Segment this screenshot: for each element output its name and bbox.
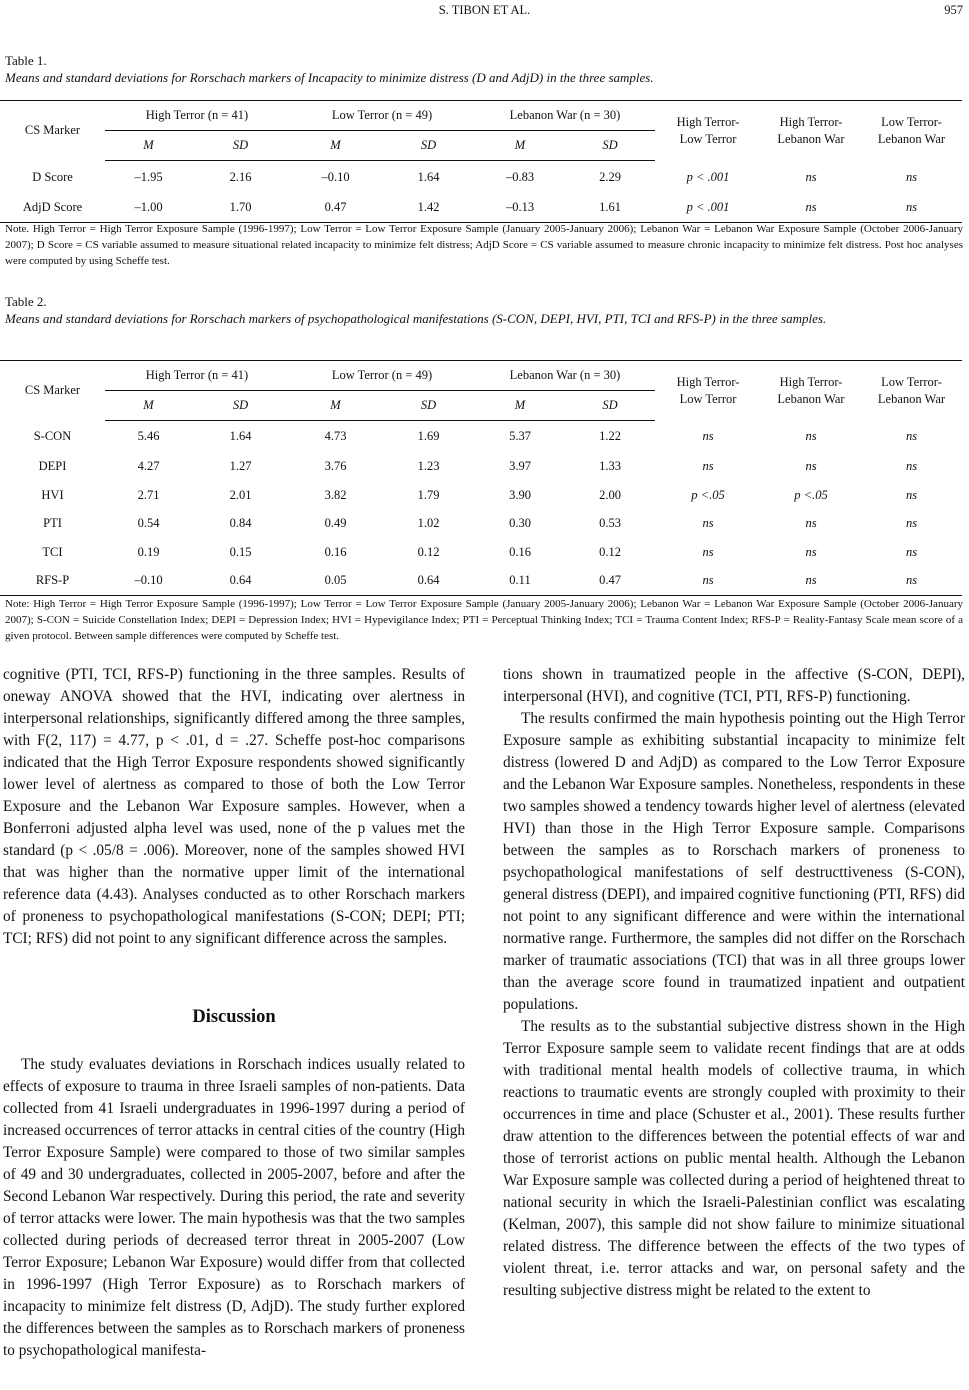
table-cell: 2.71 [137, 487, 160, 502]
table-cell: 0.53 [599, 516, 621, 531]
table-cell-significance: ns [905, 169, 918, 184]
table2-sd-header: SD [565, 391, 655, 421]
table-row-label: RFS-P [0, 567, 105, 596]
body-paragraph: The study evaluates deviations in Rorschach indices usually related to effects of exposure to trauma in three Israeli samples of non-patients. Data collected from 41 Israeli undergraduates in 1996-1997 during a period of increased occurrences of terror attacks in central cities of the country (High Terror Exposure Sample) were compared to those of two similar samples of 49 and 30 undergraduates, collected in 2005-2007, before and after the Second Lebanon War respectively. During this period, the rate and severity of terror attacks were lower. The main hypothesis was that the two samples collected during periods of decreased terror threat in 2005-2007 (Low Terror Exposure; Lebanon War Exposure) would differ from that collected in 1996-1997 (High Terror Exposure) as to Rorschach markers of incapacity to minimize felt distress (D, AdjD). The study further explored the differences between the samples as to Rorschach markers of proneness to psychopathological manifesta- [3, 1056, 465, 1359]
table-cell: 3.90 [509, 487, 531, 502]
table1-comparison-header: High Terror- Low Terror [655, 101, 761, 161]
table-cell: 3.97 [509, 459, 531, 474]
table-row [0, 538, 962, 567]
table-cell-significance: ns [905, 459, 918, 474]
table-cell: 1.79 [417, 487, 440, 502]
table-cell-significance: p <.05 [794, 487, 828, 502]
table1-group-header: Low Terror (n = 49) [289, 101, 475, 131]
table-row [0, 194, 962, 223]
table2-m-header: M [105, 391, 192, 421]
table-row-label: S-CON [33, 429, 72, 443]
table1 [0, 100, 962, 223]
table2-group-header: Lebanon War (n = 30) [475, 361, 655, 391]
table-cell-significance: p <.05 [691, 487, 725, 502]
table2 [0, 360, 962, 596]
table-cell: 1.27 [229, 459, 252, 474]
table2-sd-header: SD [192, 391, 289, 421]
body-left-column-2 [3, 1054, 465, 1362]
table-row [0, 481, 962, 510]
table1-comparison-header: High Terror- Lebanon War [761, 101, 861, 161]
table-row-label: TCI [42, 544, 63, 559]
table-cell-significance: ns [702, 429, 714, 443]
table2-comparison-header: High Terror- Lebanon War [761, 361, 861, 421]
table-cell-significance: ns [861, 567, 962, 596]
table-cell: 0.64 [382, 567, 475, 596]
table-cell-significance: p < .001 [655, 194, 761, 223]
table1-m-header: M [289, 131, 382, 161]
table-cell-significance: ns [805, 516, 817, 531]
table-cell: 1.64 [229, 429, 252, 444]
table2-label: Table 2. [5, 294, 47, 309]
table1-title: Means and standard deviations for Rorschach markers of Incapacity to minimize distress (D and AdjD) in the three samples. [5, 70, 654, 85]
body-paragraph: The results as to the substantial subjective distress shown in the High Terror Exposure sample seem to validate recent findings that are at odds with traditional mental health models of collective trauma, in which reactions to traumatic events are strongly coupled with proximity to their occurrences in time and place (Schuster et al., 2001). These results further draw attention to the differences between the potential effects of war and those of terrorist actions on public mental health. Although the Lebanon War Exposure sample was collected during a period of heightened threat to national security in which the Israeli-Palestinian conflict was escalating (Kelman, 2007), this sample did not show failure to minimize situational related distress. The difference between the effects of the two types of violent threat, i.e. terror attacks and war, on personal safety and the resulting subjective distress might be related to the extent to [503, 1018, 965, 1299]
table1-comparison-header: Low Terror- Lebanon War [861, 101, 962, 161]
table-cell-significance: ns [905, 516, 918, 531]
table2-m-header: M [475, 391, 565, 421]
table-cell: 0.05 [289, 567, 382, 596]
table-cell-significance: ns [702, 516, 714, 531]
table-row-label: PTI [43, 516, 62, 531]
table-cell-significance: ns [905, 487, 918, 502]
table1-group-header: High Terror (n = 41) [105, 101, 289, 131]
table-cell: 1.22 [599, 429, 621, 444]
table2-group-header: High Terror (n = 41) [105, 361, 289, 391]
table-cell-significance: ns [905, 544, 918, 559]
table1-sd-header: SD [382, 131, 475, 161]
table1-m-header: M [475, 131, 565, 161]
body-paragraph: The results confirmed the main hypothesis pointing out the High Terror Exposure sample as exhibiting substantial incapacity to minimize felt distress (lowered D and AdjD) as compared to the Low Terror Exposure and the Lebanon War Exposure samples. Nonetheless, respondents in these two samples showed a tendency towards higher level of alertness (elevated HVI) than those in the High Terror Exposure sample. Comparisons between the samples as to Rorschach markers of proneness to psychopathological manifestations of self destructtiveness (S-CON), general distress (DEPI), and impaired cognitive functioning (PTI, RFS) did not point to any significant difference and were within the international normative range. Furthermore, the samples did not differ on the Rorschach marker of traumatic associations (TCI) that was in all three groups lower than the average score found in traumatized inpatient and outpatient populations. [503, 710, 965, 1013]
table-cell: 0.54 [137, 516, 160, 531]
table-cell: 5.46 [137, 429, 160, 444]
table2-comparison-header: High Terror- Low Terror [655, 361, 761, 421]
table-row [0, 453, 962, 482]
running-head [0, 0, 969, 20]
table2-sd-header: SD [382, 391, 475, 421]
table-cell: –0.10 [105, 567, 192, 596]
table-cell: 1.33 [599, 459, 621, 474]
table1-sd-header: SD [192, 131, 289, 161]
table-cell: 1.23 [417, 459, 440, 474]
running-head-author: S. TIBON ET AL. [438, 3, 531, 17]
table-cell: 1.02 [417, 516, 440, 531]
table-cell: 0.47 [289, 194, 382, 223]
table1-note: Note. High Terror = High Terror Exposure Sample (1996-1997); Low Terror = Low Terror Exposure Sample (January 2005-January 2006); Lebanon War = Lebanon War Exposure Sample (October 2006-January 2007); D Score = CS variable assumed to measure situational related incapacity to minimize felt distress; AdjD Score = CS variable assumed to measure chronic incapacity to minimize felt distress. Post hoc analyses were computed by using Scheffe test. [5, 223, 963, 267]
table-row [0, 421, 962, 453]
table-cell: 2.29 [599, 169, 621, 184]
table-cell: 2.16 [229, 169, 252, 184]
table-cell: –1.95 [134, 169, 163, 184]
table-row-label: AdjD Score [0, 194, 105, 223]
table2-caption [5, 293, 965, 327]
table-cell: –1.00 [105, 194, 192, 223]
table-cell: 0.47 [565, 567, 655, 596]
table-cell: 0.15 [229, 544, 252, 559]
table-row [0, 567, 962, 596]
table1-group-header: Lebanon War (n = 30) [475, 101, 655, 131]
table-cell-significance: ns [805, 544, 817, 559]
table-cell: 4.27 [137, 459, 160, 474]
table2-comparison-header: Low Terror- Lebanon War [861, 361, 962, 421]
table-cell-significance: ns [761, 194, 861, 223]
table-cell-significance: ns [761, 567, 861, 596]
table-cell-significance: ns [805, 169, 817, 184]
body-paragraph: tions shown in traumatized people in the affective (S-CON, DEPI), interpersonal (HVI), and cognitive (TCI, PTI, RFS-P) functioning. [503, 666, 965, 705]
table-row [0, 510, 962, 539]
table-cell: 0.64 [192, 567, 289, 596]
table-cell-significance: ns [805, 429, 817, 443]
table-cell-significance: p < .001 [686, 169, 730, 184]
table-cell-significance: ns [655, 567, 761, 596]
body-left-column [3, 664, 465, 950]
table-cell-significance: ns [805, 459, 817, 474]
table-cell: 0.19 [137, 544, 160, 559]
table-row [0, 161, 962, 194]
table-cell: 0.30 [509, 516, 531, 531]
table2-m-header: M [289, 391, 382, 421]
table1-label: Table 1. [5, 53, 47, 68]
table-cell: 0.16 [324, 544, 347, 559]
table-row-label: HVI [41, 487, 64, 502]
table-row-label: D Score [32, 169, 73, 184]
table2-group-header: Low Terror (n = 49) [289, 361, 475, 391]
table-cell: –0.10 [321, 169, 350, 184]
table1-marker-header: CS Marker [0, 101, 105, 161]
table-cell-significance: ns [861, 194, 962, 223]
table-row-label: DEPI [38, 459, 67, 474]
table-cell: 0.12 [417, 544, 440, 559]
page-number: 957 [944, 3, 963, 17]
table-cell: 5.37 [509, 429, 531, 444]
table-cell: 3.82 [324, 487, 347, 502]
table-cell: 0.11 [475, 567, 565, 596]
table2-marker-header: CS Marker [0, 361, 105, 421]
table-cell: 1.70 [192, 194, 289, 223]
table1-sd-header: SD [565, 131, 655, 161]
table-cell-significance: ns [702, 544, 714, 559]
table-cell: 1.69 [417, 429, 440, 444]
table-cell: 2.00 [599, 487, 621, 502]
table-cell-significance: ns [905, 429, 918, 443]
table-cell: 3.76 [324, 459, 347, 474]
body-right-column [503, 664, 965, 1302]
body-paragraph: cognitive (PTI, TCI, RFS-P) functioning in the three samples. Results of oneway ANOVA showed that the HVI, indicating over alertness in interpersonal relationships, significantly differed among the three samples, with F(2, 117) = 4.77, p < .01, d = .27. Scheffe post-hoc comparisons indicated that the High Terror Exposure respondents showed significantly lower level of alertness as compared to those of both the Low Terror Exposure and the Lebanon War Exposure samples. However, when a Bonferroni adjusted alpha level was used, none of the p values met the standard (p < .05/8 = .006). Moreover, none of the samples showed HVI that was higher than the normative upper limit of the international reference data (4.43). Analyses conducted as to other Rorschach markers of proneness to psychopathological manifestations (S-CON; DEPI; PTI; TCI; RFS) did not point to any significant difference across the samples. [3, 666, 465, 947]
table-cell: 0.49 [324, 516, 347, 531]
table-cell: 0.16 [509, 544, 531, 559]
table-cell: 2.01 [229, 487, 252, 502]
table2-note: Note: High Terror = High Terror Exposure Sample (1996-1997); Low Terror = Low Terror Exposure Sample (January 2005-January 2006); Lebanon War = Lebanon War Exposure Sample (October 2006-January 2007); S-CON = Suicide Constellation Index; DEPI = Depression Index; HVI = Hypevigilance Index; PTI = Perceptual Thinking Index; TCI = Trauma Content Index; RFS-P = Reality-Fantasy Scale mean score of a given protocol. Between sample differences were computed by Scheffe test. [5, 598, 963, 642]
table-cell: 1.42 [382, 194, 475, 223]
table-cell: –0.13 [475, 194, 565, 223]
table-cell: –0.83 [505, 169, 535, 184]
table-cell-significance: ns [702, 459, 714, 474]
table-cell: 4.73 [324, 429, 347, 444]
table-cell: 0.84 [229, 516, 252, 531]
table1-m-header: M [105, 131, 192, 161]
section-heading: Discussion [192, 1007, 276, 1027]
table2-title: Means and standard deviations for Rorschach markers of psychopathological manifestations (S-CON, DEPI, HVI, PTI, TCI and RFS-P) in the three samples. [5, 311, 827, 326]
table-cell: 0.12 [599, 544, 621, 559]
table1-caption [5, 52, 965, 86]
table-cell: 1.61 [565, 194, 655, 223]
table-cell: 1.64 [417, 169, 440, 184]
